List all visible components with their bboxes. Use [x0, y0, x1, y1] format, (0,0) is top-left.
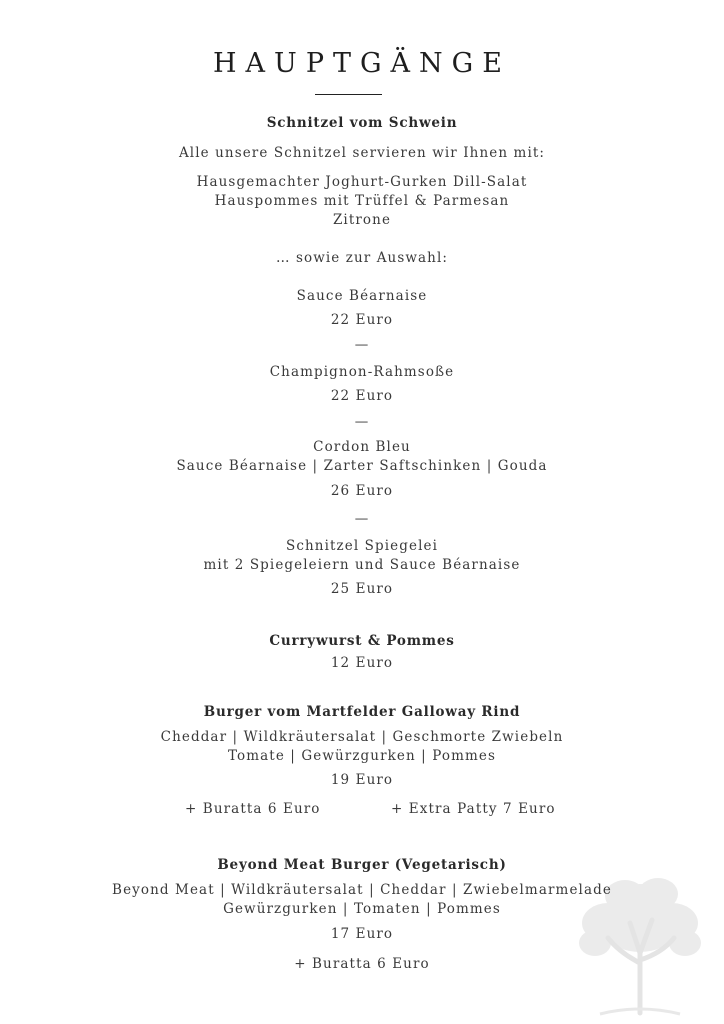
burger-desc-line: Tomate | Gewürzgurken | Pommes	[227, 748, 497, 764]
currywurst-price: 12 Euro	[330, 655, 394, 671]
option-desc: mit 2 Spiegeleiern und Sauce Béarnaise	[203, 557, 521, 573]
beyond-desc-line: Beyond Meat | Wildkräutersalat | Cheddar | Zwiebelmarmelade	[112, 882, 612, 898]
option-name: Cordon Bleu	[313, 439, 411, 455]
option-block	[0, 438, 724, 476]
option-separator: —	[354, 414, 370, 430]
burger-desc-line: Cheddar | Wildkräutersalat | Geschmorte Zwiebeln	[160, 729, 564, 745]
side-item: Zitrone	[332, 212, 392, 228]
option-price: 26 Euro	[330, 483, 394, 499]
option-separator: —	[354, 337, 370, 353]
currywurst-heading: Currywurst & Pommes	[269, 633, 455, 649]
burger-addon-patty: + Extra Patty 7 Euro	[391, 801, 556, 817]
choice-label: … sowie zur Auswahl:	[275, 250, 449, 266]
burger-price: 19 Euro	[330, 772, 394, 788]
option-desc: Sauce Béarnaise | Zarter Saftschinken | Gouda	[176, 458, 548, 474]
burger-heading: Burger vom Martfelder Galloway Rind	[203, 704, 521, 720]
schnitzel-sides	[0, 173, 724, 230]
option-price: 25 Euro	[330, 581, 394, 597]
title-divider	[315, 94, 382, 95]
beyond-addon-buratta: + Buratta 6 Euro	[294, 956, 430, 972]
burger-addon-buratta: + Buratta 6 Euro	[185, 801, 321, 817]
option-name: Schnitzel Spiegelei	[285, 538, 438, 554]
beyond-desc	[0, 881, 724, 919]
option-name: Champignon-Rahmsoße	[269, 364, 455, 380]
option-name: Sauce Béarnaise	[296, 288, 428, 304]
schnitzel-heading: Schnitzel vom Schwein	[266, 115, 458, 131]
beyond-price: 17 Euro	[330, 926, 394, 942]
page-title: HAUPTGÄNGE	[213, 48, 511, 79]
option-block	[0, 537, 724, 575]
side-item: Hauspommes mit Trüffel & Parmesan	[214, 193, 510, 209]
option-price: 22 Euro	[330, 388, 394, 404]
beyond-desc-line: Gewürzgurken | Tomaten | Pommes	[223, 901, 501, 917]
option-separator: —	[354, 511, 370, 527]
option-price: 22 Euro	[330, 312, 394, 328]
schnitzel-intro: Alle unsere Schnitzel servieren wir Ihnen mit:	[178, 145, 546, 161]
side-item: Hausgemachter Joghurt-Gurken Dill-Salat	[196, 174, 528, 190]
beyond-heading: Beyond Meat Burger (Vegetarisch)	[217, 857, 507, 873]
burger-desc	[0, 728, 724, 766]
